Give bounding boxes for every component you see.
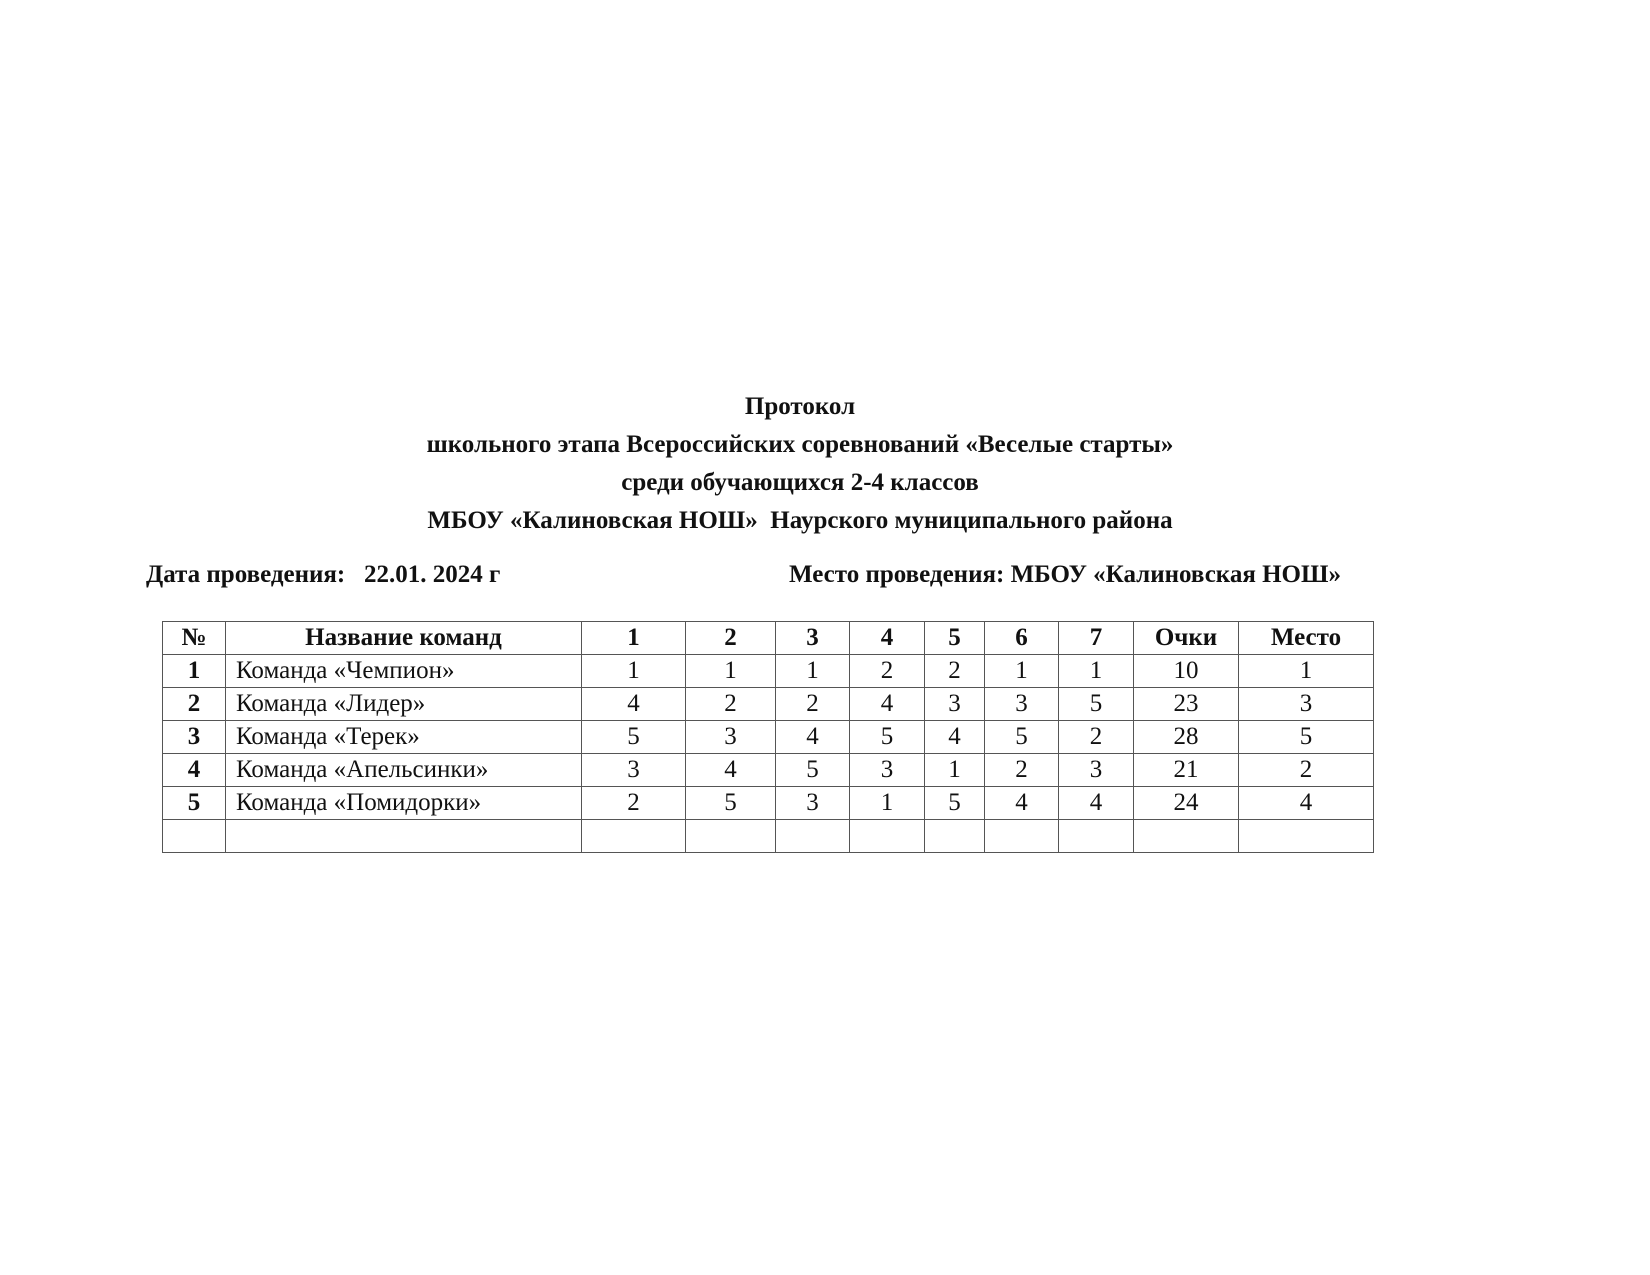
header-stage-3: 3 [776,622,850,655]
table-header-row [163,622,1374,655]
cell-stage-7 [1059,820,1134,853]
header-stage-7: 7 [1059,622,1134,655]
cell-place: 5 [1239,721,1374,754]
cell-stage-1 [582,820,686,853]
cell-points: 24 [1134,787,1239,820]
cell-stage-3 [776,820,850,853]
cell-stage-7: 1 [1059,655,1134,688]
cell-stage-7: 5 [1059,688,1134,721]
cell-stage-5: 2 [925,655,985,688]
cell-points: 10 [1134,655,1239,688]
cell-stage-2: 5 [686,787,776,820]
title-line-3: среди обучающихся 2-4 классов [621,469,979,496]
cell-team-name: Команда «Чемпион» [226,655,582,688]
cell-stage-6: 4 [985,787,1059,820]
header-points: Очки [1134,622,1239,655]
table-row [163,655,1374,688]
table-row [163,754,1374,787]
header-stage-4: 4 [850,622,925,655]
table-row-empty [163,820,1374,853]
cell-number: 1 [163,655,226,688]
header-stage-5: 5 [925,622,985,655]
cell-stage-4: 4 [850,688,925,721]
cell-stage-1: 5 [582,721,686,754]
cell-stage-2: 3 [686,721,776,754]
cell-number: 2 [163,688,226,721]
cell-stage-5: 5 [925,787,985,820]
table-row [163,787,1374,820]
cell-stage-4: 5 [850,721,925,754]
cell-stage-1: 3 [582,754,686,787]
cell-stage-2: 4 [686,754,776,787]
cell-points: 23 [1134,688,1239,721]
cell-points: 28 [1134,721,1239,754]
event-place: Место проведения: МБОУ «Калиновская НОШ» [789,561,1341,588]
cell-stage-7: 2 [1059,721,1134,754]
cell-stage-6: 1 [985,655,1059,688]
cell-stage-3: 1 [776,655,850,688]
cell-stage-6: 5 [985,721,1059,754]
cell-stage-1: 1 [582,655,686,688]
cell-number: 3 [163,721,226,754]
cell-place: 1 [1239,655,1374,688]
title-line-2: школьного этапа Всероссийских соревнований «Веселые старты» [426,431,1174,458]
cell-stage-4 [850,820,925,853]
cell-stage-3: 3 [776,787,850,820]
cell-team-name [226,820,582,853]
cell-place: 4 [1239,787,1374,820]
cell-stage-1: 2 [582,787,686,820]
cell-stage-5: 4 [925,721,985,754]
cell-place: 2 [1239,754,1374,787]
cell-stage-3: 4 [776,721,850,754]
cell-stage-7: 4 [1059,787,1134,820]
cell-place [1239,820,1374,853]
table-row [163,721,1374,754]
title-line-4: МБОУ «Калиновская НОШ» Наурского муниципального района [427,507,1173,534]
cell-team-name: Команда «Терек» [226,721,582,754]
cell-place: 3 [1239,688,1374,721]
header-team-name: Название команд [226,622,582,655]
cell-stage-7: 3 [1059,754,1134,787]
cell-team-name: Команда «Помидорки» [226,787,582,820]
cell-stage-2: 2 [686,688,776,721]
cell-stage-1: 4 [582,688,686,721]
header-number: № [163,622,226,655]
cell-stage-5: 3 [925,688,985,721]
title-line-1: Протокол [744,393,856,420]
cell-stage-6: 3 [985,688,1059,721]
cell-number: 4 [163,754,226,787]
header-stage-1: 1 [582,622,686,655]
cell-stage-4: 1 [850,787,925,820]
cell-stage-5: 1 [925,754,985,787]
cell-stage-6: 2 [985,754,1059,787]
cell-stage-4: 3 [850,754,925,787]
document-title [0,388,1600,540]
cell-stage-2: 1 [686,655,776,688]
cell-number: 5 [163,787,226,820]
table-row [163,688,1374,721]
cell-points: 21 [1134,754,1239,787]
header-place: Место [1239,622,1374,655]
cell-stage-3: 5 [776,754,850,787]
header-stage-2: 2 [686,622,776,655]
cell-stage-5 [925,820,985,853]
event-date: Дата проведения: 22.01. 2024 г [146,561,501,588]
cell-team-name: Команда «Апельсинки» [226,754,582,787]
cell-number [163,820,226,853]
cell-stage-6 [985,820,1059,853]
cell-stage-4: 2 [850,655,925,688]
results-table [162,621,1374,853]
cell-stage-3: 2 [776,688,850,721]
cell-stage-2 [686,820,776,853]
cell-points [1134,820,1239,853]
header-stage-6: 6 [985,622,1059,655]
cell-team-name: Команда «Лидер» [226,688,582,721]
